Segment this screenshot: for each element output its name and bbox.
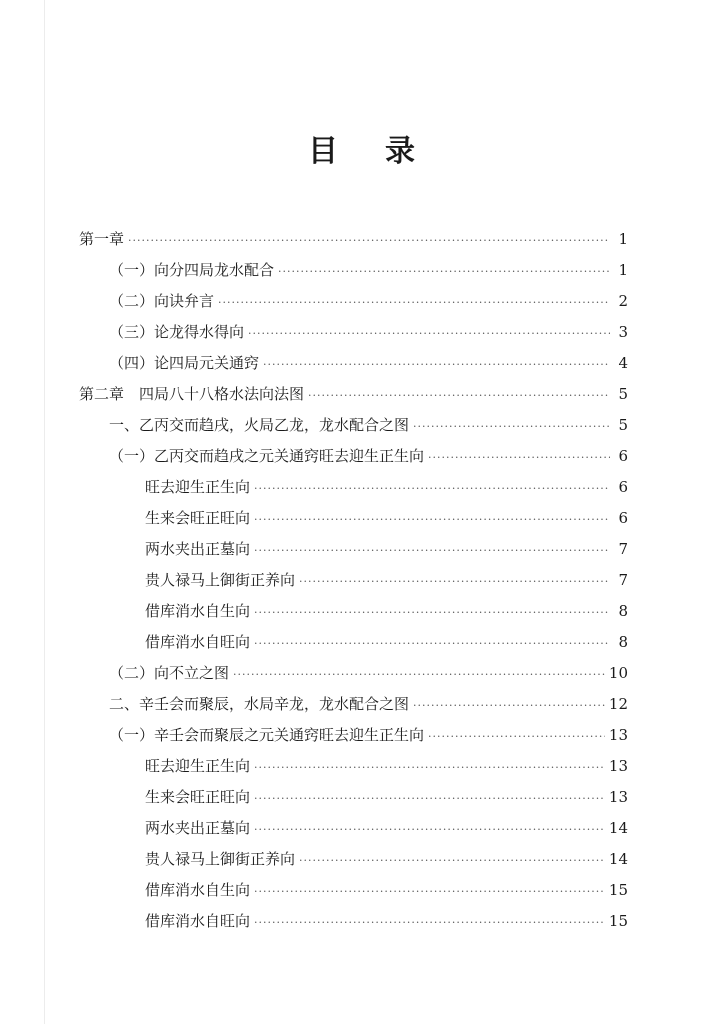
toc-entry-label: 旺去迎生正生向 <box>145 478 251 496</box>
toc-entry-sub[interactable] <box>145 596 628 626</box>
dot-leader <box>128 226 610 256</box>
dot-leader <box>308 381 610 411</box>
toc-entry-label: 贵人禄马上御街正养向 <box>145 571 296 589</box>
dot-leader <box>248 319 610 349</box>
toc-entry-page: 4 <box>618 354 628 372</box>
toc-entry-page: 8 <box>618 602 628 620</box>
toc-entry-label: 两水夹出正墓向 <box>145 819 251 837</box>
toc-entry-sub[interactable] <box>145 565 628 595</box>
toc-entry-sub[interactable] <box>145 782 628 812</box>
dot-leader <box>254 815 605 845</box>
toc-entry-chapter-1[interactable] <box>79 224 628 254</box>
toc-entry-page: 13 <box>608 788 628 806</box>
dot-leader <box>233 660 605 690</box>
toc-entry-sub[interactable] <box>145 875 628 905</box>
page-title <box>0 126 724 170</box>
toc-entry-section[interactable] <box>109 689 628 719</box>
toc-entry-label: （二）向诀弁言 <box>109 292 215 310</box>
toc-entry-page: 1 <box>618 230 628 248</box>
toc-entry-page: 7 <box>618 540 628 558</box>
dot-leader <box>428 722 605 752</box>
toc-entry-page: 6 <box>618 509 628 527</box>
dot-leader <box>254 753 605 783</box>
toc-entry-label: 两水夹出正墓向 <box>145 540 251 558</box>
dot-leader <box>413 412 610 442</box>
toc-entry-label: 借库消水自生向 <box>145 602 251 620</box>
toc-entry-label: 第二章 四局八十八格水法向法图 <box>79 385 305 403</box>
toc-entry-sub[interactable] <box>145 844 628 874</box>
toc-entry-page: 6 <box>618 478 628 496</box>
toc-entry-section[interactable] <box>109 410 628 440</box>
toc-entry-label: 借库消水自旺向 <box>145 912 251 930</box>
toc-entry-label: 一、乙丙交而趋戌，火局乙龙，龙水配合之图 <box>109 416 410 434</box>
toc-entry[interactable] <box>109 286 628 316</box>
dot-leader <box>218 288 610 318</box>
dot-leader <box>254 505 610 535</box>
toc-entry-label: 借库消水自生向 <box>145 881 251 899</box>
toc-entry-page: 14 <box>608 850 628 868</box>
dot-leader <box>428 443 610 473</box>
toc-entry-chapter-2[interactable] <box>79 379 628 409</box>
dot-leader <box>254 536 610 566</box>
dot-leader <box>254 908 605 938</box>
toc-entry-sub[interactable] <box>145 503 628 533</box>
toc-entry-page: 13 <box>608 726 628 744</box>
toc-entry-page: 15 <box>608 881 628 899</box>
dot-leader <box>413 691 605 721</box>
toc-entry-sub[interactable] <box>145 906 628 936</box>
toc-entry-page: 14 <box>608 819 628 837</box>
toc-entry-sub[interactable] <box>145 627 628 657</box>
toc-entry-page: 12 <box>608 695 628 713</box>
toc-entry-page: 6 <box>618 447 628 465</box>
toc-entry-page: 8 <box>618 633 628 651</box>
dot-leader <box>299 567 610 597</box>
toc-entry[interactable] <box>109 317 628 347</box>
toc-entry-label: 生来会旺正旺向 <box>145 788 251 806</box>
title-char-2: 录 <box>385 134 416 169</box>
dot-leader <box>254 598 610 628</box>
toc-entry[interactable] <box>109 348 628 378</box>
toc-entry-page: 7 <box>618 571 628 589</box>
toc-entry-label: 生来会旺正旺向 <box>145 509 251 527</box>
toc-entry-page: 5 <box>618 385 628 403</box>
toc-entry-label: 旺去迎生正生向 <box>145 757 251 775</box>
toc-entry-label: 贵人禄马上御街正养向 <box>145 850 296 868</box>
toc-entry-page: 1 <box>618 261 628 279</box>
toc-entry-page: 5 <box>618 416 628 434</box>
toc-entry-sub[interactable] <box>145 813 628 843</box>
toc-entry-page: 3 <box>618 323 628 341</box>
toc-entry-page: 2 <box>618 292 628 310</box>
dot-leader <box>254 629 610 659</box>
toc-entry-label: （一）乙丙交而趋戌之元关通窍旺去迎生正生向 <box>109 447 425 465</box>
toc-entry-label: 二、辛壬会而聚辰，水局辛龙，龙水配合之图 <box>109 695 410 713</box>
toc-entry[interactable] <box>109 441 628 471</box>
toc-entry-page: 13 <box>608 757 628 775</box>
toc-entry[interactable] <box>109 255 628 285</box>
dot-leader <box>299 846 605 876</box>
toc-entry-page: 15 <box>608 912 628 930</box>
toc-entry-sub[interactable] <box>145 751 628 781</box>
toc-entry-label: （四）论四局元关通窍 <box>109 354 260 372</box>
dot-leader <box>254 784 605 814</box>
toc-entry-sub[interactable] <box>145 534 628 564</box>
toc-entry[interactable] <box>109 658 628 688</box>
dot-leader <box>263 350 610 380</box>
toc-entry-label: （三）论龙得水得向 <box>109 323 245 341</box>
toc-entry-label: （一）辛壬会而聚辰之元关通窍旺去迎生正生向 <box>109 726 425 744</box>
toc-entry-sub[interactable] <box>145 472 628 502</box>
toc-entry-label: （一）向分四局龙水配合 <box>109 261 275 279</box>
dot-leader <box>254 877 605 907</box>
dot-leader <box>278 257 610 287</box>
toc-entry-label: 第一章 <box>79 230 125 248</box>
toc-entry-label: （二）向不立之图 <box>109 664 230 682</box>
toc-entry-label: 借库消水自旺向 <box>145 633 251 651</box>
toc-entry[interactable] <box>109 720 628 750</box>
dot-leader <box>254 474 610 504</box>
toc-entry-page: 10 <box>608 664 628 682</box>
title-char-1: 目 <box>308 134 339 169</box>
